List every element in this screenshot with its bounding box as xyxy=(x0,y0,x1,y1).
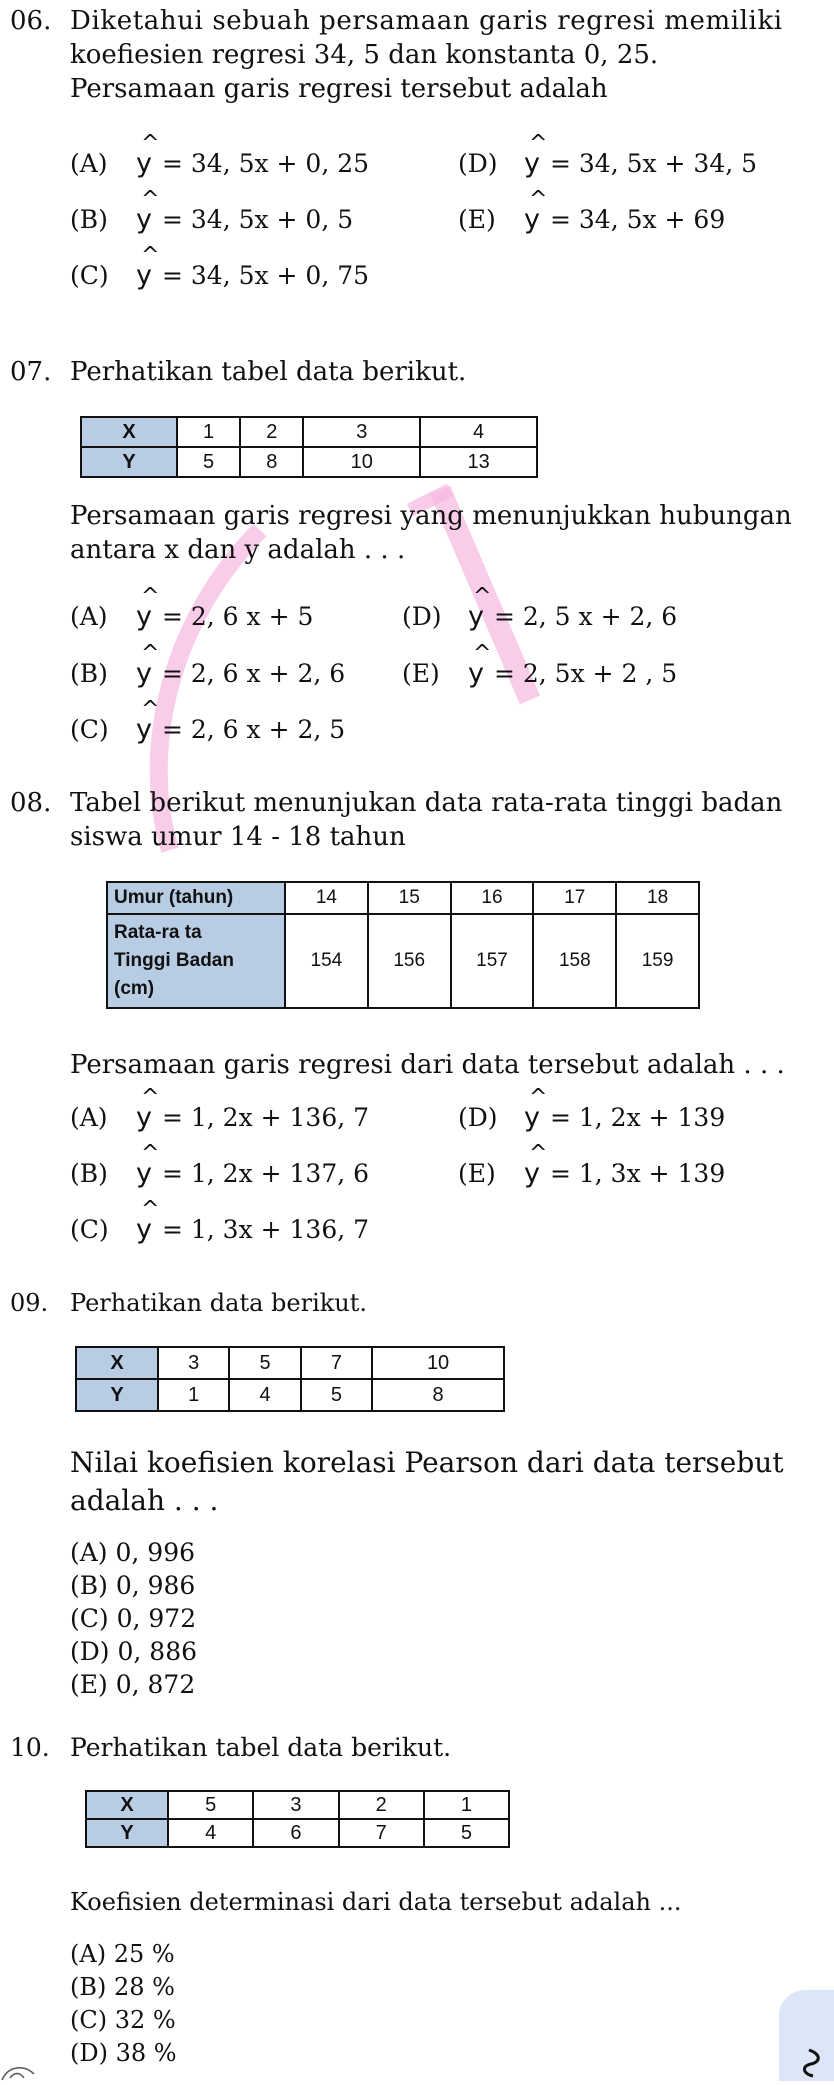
question-text-line: Diketahui sebuah persamaan garis regresi memiliki xyxy=(70,6,783,36)
question-number: 07. xyxy=(10,357,52,387)
table-header-x: X xyxy=(76,1347,158,1379)
table-header-age: Umur (tahun) xyxy=(107,882,285,914)
option-e[interactable]: (E) 0, 872 xyxy=(70,1670,196,1699)
table-cell: 15 xyxy=(368,882,451,914)
table-cell: 157 xyxy=(451,914,534,1008)
height-table xyxy=(106,881,700,1009)
question-text: Koefisien determinasi dari data tersebut adalah ... xyxy=(70,1888,682,1916)
answer-options xyxy=(70,1536,197,1701)
y-hat-symbol: ^ y xyxy=(136,1158,152,1189)
answer-options xyxy=(70,1938,177,2070)
question-text: Persamaan garis regresi dari data tersebut adalah . . . xyxy=(70,1050,785,1080)
option-a[interactable]: (A) 0, 996 xyxy=(70,1538,196,1567)
table-cell: 17 xyxy=(533,882,616,914)
table-cell: 3 xyxy=(253,1791,338,1819)
table-cell: 1 xyxy=(177,417,240,447)
option-b[interactable]: (B) 0, 986 xyxy=(70,1571,196,1600)
table-header-y: Y xyxy=(76,1379,158,1411)
table-cell: 5 xyxy=(229,1347,300,1379)
option-d[interactable]: (D) 38 % xyxy=(70,2039,177,2067)
data-table xyxy=(85,1790,510,1848)
option-b[interactable]: (B) 28 % xyxy=(70,1973,175,2001)
table-cell: 2 xyxy=(240,417,303,447)
table-cell: 10 xyxy=(372,1347,504,1379)
y-hat-symbol: ^ y xyxy=(524,204,540,235)
option-a[interactable]: (A) ^ y = 1, 2x + 136, 7 xyxy=(70,1102,369,1133)
table-cell: 3 xyxy=(303,417,420,447)
y-hat-symbol: ^ y xyxy=(524,1158,540,1189)
question-text-line: koefiesien regresi 34, 5 dan konstanta 0, 25. xyxy=(70,40,659,70)
option-b[interactable]: (B) ^ y = 2, 6 x + 2, 6 xyxy=(70,658,345,689)
option-a[interactable]: (A) ^ y = 34, 5x + 0, 25 xyxy=(70,148,369,179)
option-a[interactable]: (A) ^ y = 2, 6 x + 5 xyxy=(70,601,313,632)
corner-tab xyxy=(779,1990,834,2081)
table-cell: 5 xyxy=(424,1819,509,1847)
question-intro: Perhatikan data berikut. xyxy=(70,1289,368,1317)
option-b[interactable]: (B) ^ y = 34, 5x + 0, 5 xyxy=(70,204,353,235)
table-cell: 159 xyxy=(616,914,699,1008)
table-cell: 3 xyxy=(158,1347,229,1379)
option-c[interactable]: (C) ^ y = 34, 5x + 0, 75 xyxy=(70,260,369,291)
question-number: 06. xyxy=(10,6,52,36)
option-a[interactable]: (A) 25 % xyxy=(70,1940,175,1968)
option-d[interactable]: (D) 0, 886 xyxy=(70,1637,198,1666)
table-cell: 6 xyxy=(253,1819,338,1847)
y-hat-symbol: ^ y xyxy=(136,1214,152,1245)
table-header-y: Y xyxy=(81,447,177,477)
table-cell: 13 xyxy=(420,447,537,477)
table-cell: 16 xyxy=(451,882,534,914)
y-hat-symbol: ^ y xyxy=(468,658,484,689)
table-cell: 154 xyxy=(285,914,368,1008)
table-cell: 156 xyxy=(368,914,451,1008)
data-table xyxy=(80,416,538,478)
y-hat-symbol: ^ y xyxy=(524,148,540,179)
option-e[interactable]: (E) ^ y = 34, 5x + 69 xyxy=(458,204,725,235)
swirl-icon xyxy=(779,1990,834,2081)
doodle-icon xyxy=(0,2060,40,2081)
y-hat-symbol: ^ y xyxy=(136,658,152,689)
data-table xyxy=(75,1346,505,1412)
table-cell: 18 xyxy=(616,882,699,914)
table-cell: 7 xyxy=(339,1819,424,1847)
question-intro: Perhatikan tabel data berikut. xyxy=(70,357,467,387)
table-header-x: X xyxy=(86,1791,168,1819)
table-cell: 8 xyxy=(240,447,303,477)
question-text-line: siswa umur 14 - 18 tahun xyxy=(70,822,406,852)
option-e[interactable]: (E) ^ y = 1, 3x + 139 xyxy=(458,1158,725,1189)
table-cell: 5 xyxy=(177,447,240,477)
option-c[interactable]: (C) 32 % xyxy=(70,2006,176,2034)
table-cell: 1 xyxy=(158,1379,229,1411)
option-c[interactable]: (C) ^ y = 2, 6 x + 2, 5 xyxy=(70,714,345,745)
table-cell: 5 xyxy=(168,1791,253,1819)
y-hat-symbol: ^ y xyxy=(136,601,152,632)
option-d[interactable]: (D) ^ y = 1, 2x + 139 xyxy=(458,1102,725,1133)
option-c[interactable]: (C) 0, 972 xyxy=(70,1604,197,1633)
question-text-line: Tabel berikut menunjukan data rata-rata tinggi badan xyxy=(70,788,783,818)
y-hat-symbol: ^ y xyxy=(136,714,152,745)
table-cell: 4 xyxy=(168,1819,253,1847)
question-text-line: Nilai koefisien korelasi Pearson dari data tersebut xyxy=(70,1446,784,1479)
question-number: 10. xyxy=(10,1733,50,1762)
option-d[interactable]: (D) ^ y = 34, 5x + 34, 5 xyxy=(458,148,757,179)
table-cell: 4 xyxy=(420,417,537,447)
question-text-line: adalah . . . xyxy=(70,1484,219,1517)
table-header-height: Rata-ra ta Tinggi Badan (cm) xyxy=(107,914,285,1008)
table-cell: 2 xyxy=(339,1791,424,1819)
y-hat-symbol: ^ y xyxy=(136,148,152,179)
table-cell: 14 xyxy=(285,882,368,914)
y-hat-symbol: ^ y xyxy=(524,1102,540,1133)
y-hat-symbol: ^ y xyxy=(468,601,484,632)
table-header-y: Y xyxy=(86,1819,168,1847)
option-d[interactable]: (D) ^ y = 2, 5 x + 2, 6 xyxy=(402,601,677,632)
question-number: 09. xyxy=(10,1289,49,1317)
option-c[interactable]: (C) ^ y = 1, 3x + 136, 7 xyxy=(70,1214,369,1245)
question-number: 08. xyxy=(10,788,52,818)
table-cell: 158 xyxy=(533,914,616,1008)
table-cell: 7 xyxy=(301,1347,372,1379)
table-cell: 1 xyxy=(424,1791,509,1819)
table-cell: 5 xyxy=(301,1379,372,1411)
question-text-line: Persamaan garis regresi yang menunjukkan hubungan xyxy=(70,501,792,531)
option-b[interactable]: (B) ^ y = 1, 2x + 137, 6 xyxy=(70,1158,369,1189)
table-cell: 10 xyxy=(303,447,420,477)
y-hat-symbol: ^ y xyxy=(136,1102,152,1133)
question-text-line: antara x dan y adalah . . . xyxy=(70,535,406,565)
question-text-line: Persamaan garis regresi tersebut adalah xyxy=(70,74,608,104)
y-hat-symbol: ^ y xyxy=(136,204,152,235)
question-intro: Perhatikan tabel data berikut. xyxy=(70,1733,452,1762)
table-cell: 4 xyxy=(229,1379,300,1411)
table-cell: 8 xyxy=(372,1379,504,1411)
y-hat-symbol: ^ y xyxy=(136,260,152,291)
option-e[interactable]: (E) ^ y = 2, 5x + 2 , 5 xyxy=(402,658,677,689)
table-header-x: X xyxy=(81,417,177,447)
